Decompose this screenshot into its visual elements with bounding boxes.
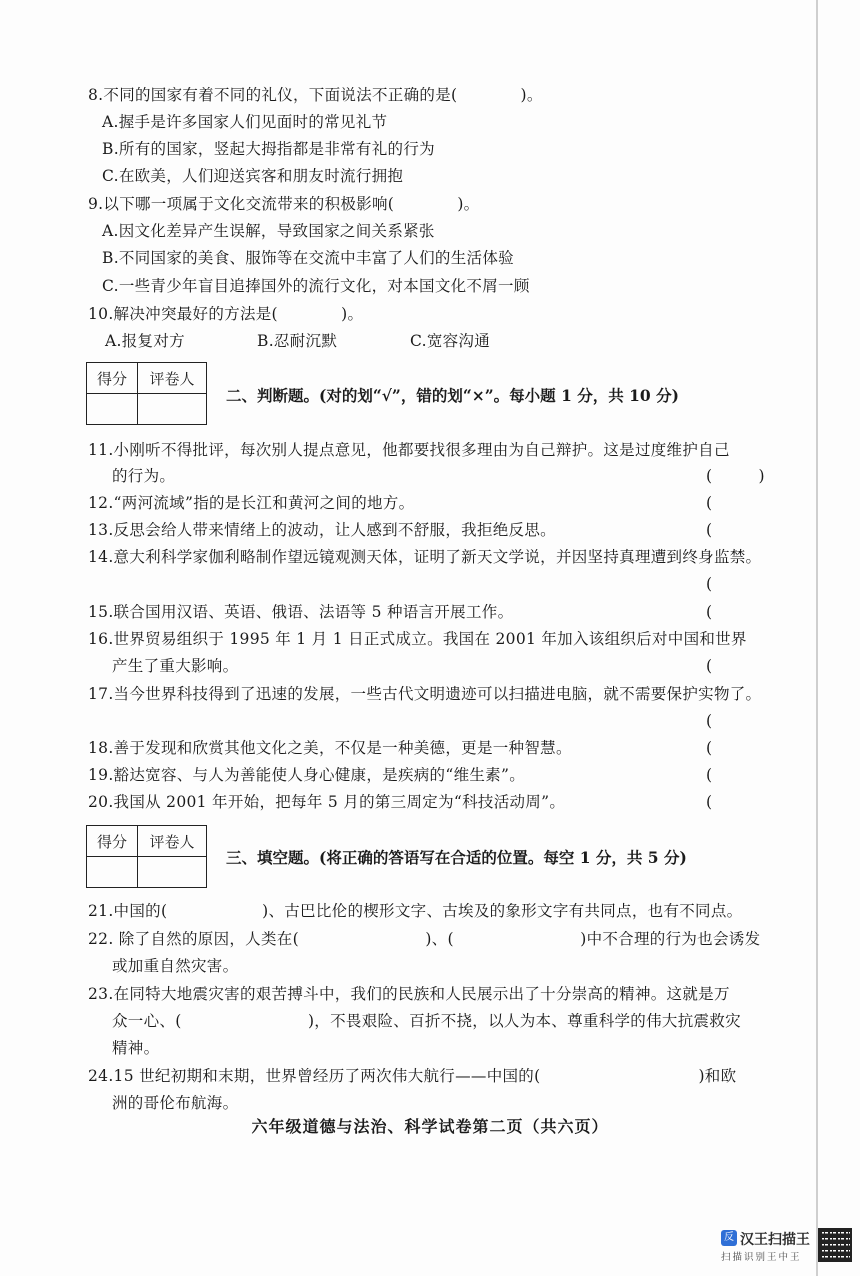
page-footer: 六年级道德与法治、科学试卷第二页（共六页） [251, 1117, 609, 1136]
fill-24: 24.15 世纪初期和末期，世界曾经历了两次伟大航行——中国的( )和欧 [88, 1067, 737, 1085]
qr-code-icon [818, 1228, 852, 1262]
grader-label: 评卷人 [138, 363, 207, 394]
fill-23-line2: 众一心、( )，不畏艰险、百折不挠，以人为本、尊重科学的伟大抗震救灾 [112, 1012, 741, 1030]
fill-24-line2: 洲的哥伦布航海。 [112, 1094, 239, 1112]
judgment-14-bracket[interactable]: ( [706, 575, 713, 593]
section-3-title: 三、填空题。(将正确的答语写在合适的位置。每空 1 分，共 5 分) [226, 848, 687, 867]
question-8-option-c: C.在欧美，人们迎送宾客和朋友时流行拥抱 [102, 167, 404, 185]
fill-23: 23.在同特大地震灾害的艰苦搏斗中，我们的民族和人民展示出了十分崇高的精神。这就是万 [88, 985, 730, 1003]
judgment-20-bracket[interactable]: ( [706, 793, 713, 811]
judgment-13: 13.反思会给人带来情绪上的波动，让人感到不舒服，我拒绝反思。 [88, 521, 556, 539]
judgment-11: 11.小刚听不得批评，每次别人提点意见，他都要找很多理由为自己辩护。这是过度维护自己 [88, 441, 730, 459]
judgment-15: 15.联合国用汉语、英语、俄语、法语等 5 种语言开展工作。 [88, 603, 514, 621]
question-9-option-c: C.一些青少年盲目追捧国外的流行文化，对本国文化不屑一顾 [102, 277, 530, 295]
question-10-option-a: A.报复对方 [105, 332, 185, 350]
question-10-option-c: C.宽容沟通 [410, 332, 491, 350]
scanner-name: 汉王扫描王 [740, 1232, 810, 1248]
question-8-stem: 8.不同的国家有着不同的礼仪，下面说法不正确的是( )。 [88, 86, 543, 104]
score-cell[interactable] [87, 857, 138, 888]
judgment-11-bracket[interactable]: ( ) [706, 467, 765, 485]
fill-23-line3: 精神。 [112, 1039, 160, 1057]
question-10-stem: 10.解决冲突最好的方法是( )。 [88, 305, 364, 323]
judgment-17: 17.当今世界科技得到了迅速的发展，一些古代文明遗迹可以扫描进电脑，就不需要保护实物了。 [88, 685, 762, 703]
judgment-12-bracket[interactable]: ( [706, 494, 744, 512]
score-table [86, 362, 207, 425]
judgment-16-line2: 产生了重大影响。 [112, 657, 239, 675]
judgment-16: 16.世界贸易组织于 1995 年 1 月 1 日正式成立。我国在 2001 年加入该组织后对中国和世界 [88, 630, 747, 648]
judgment-16-bracket[interactable]: ( [706, 657, 713, 675]
judgment-18-bracket[interactable]: ( [706, 739, 713, 757]
grader-cell[interactable] [138, 394, 207, 425]
question-8-option-a: A.握手是许多国家人们见面时的常见礼节 [102, 113, 388, 131]
judgment-19: 19.豁达宽容、与人为善能使人身心健康，是疾病的“维生素”。 [88, 766, 525, 784]
fill-22: 22. 除了自然的原因，人类在( )、( )中不合理的行为也会诱发 [88, 930, 761, 948]
judgment-13-bracket[interactable]: ( [706, 521, 713, 539]
judgment-17-bracket[interactable]: ( [706, 712, 713, 730]
section-2-title: 二、判断题。(对的划“√”，错的划“×”。每小题 1 分，共 10 分) [226, 386, 679, 405]
page-edge [816, 0, 818, 1276]
grader-label: 评卷人 [138, 826, 207, 857]
judgment-18: 18.善于发现和欣赏其他文化之美，不仅是一种美德，更是一种智慧。 [88, 739, 572, 757]
grader-cell[interactable] [138, 857, 207, 888]
judgment-20: 20.我国从 2001 年开始，把每年 5 月的第三周定为“科技活动周”。 [88, 793, 566, 811]
judgment-14: 14.意大利科学家伽利略制作望远镜观测天体，证明了新天文学说，并因坚持真理遭到终身监禁。 [88, 548, 762, 566]
scanner-slogan: 扫描识别王中王 [721, 1252, 802, 1263]
question-8-option-b: B.所有的国家，竖起大拇指都是非常有礼的行为 [102, 140, 435, 158]
fill-22-line2: 或加重自然灾害。 [112, 957, 239, 975]
score-label: 得分 [87, 363, 138, 394]
question-9-stem: 9.以下哪一项属于文化交流带来的积极影响( )。 [88, 195, 480, 213]
fill-21: 21.中国的( )、古巴比伦的楔形文字、古埃及的象形文字有共同点，也有不同点。 [88, 902, 743, 920]
judgment-19-bracket[interactable]: ( [706, 766, 713, 784]
question-9-option-b: B.不同国家的美食、服饰等在交流中丰富了人们的生活体验 [102, 249, 514, 267]
question-10-option-b: B.忍耐沉默 [257, 332, 338, 350]
score-cell[interactable] [87, 394, 138, 425]
judgment-12: 12.“两河流域”指的是长江和黄河之间的地方。 [88, 494, 415, 512]
judgment-11-line2: 的行为。 [112, 467, 176, 485]
score-table [86, 825, 207, 888]
score-label: 得分 [87, 826, 138, 857]
scanner-logo-icon: 反 [721, 1230, 737, 1246]
question-9-option-a: A.因文化差异产生误解，导致国家之间关系紧张 [102, 222, 435, 240]
judgment-15-bracket[interactable]: ( [706, 603, 713, 621]
